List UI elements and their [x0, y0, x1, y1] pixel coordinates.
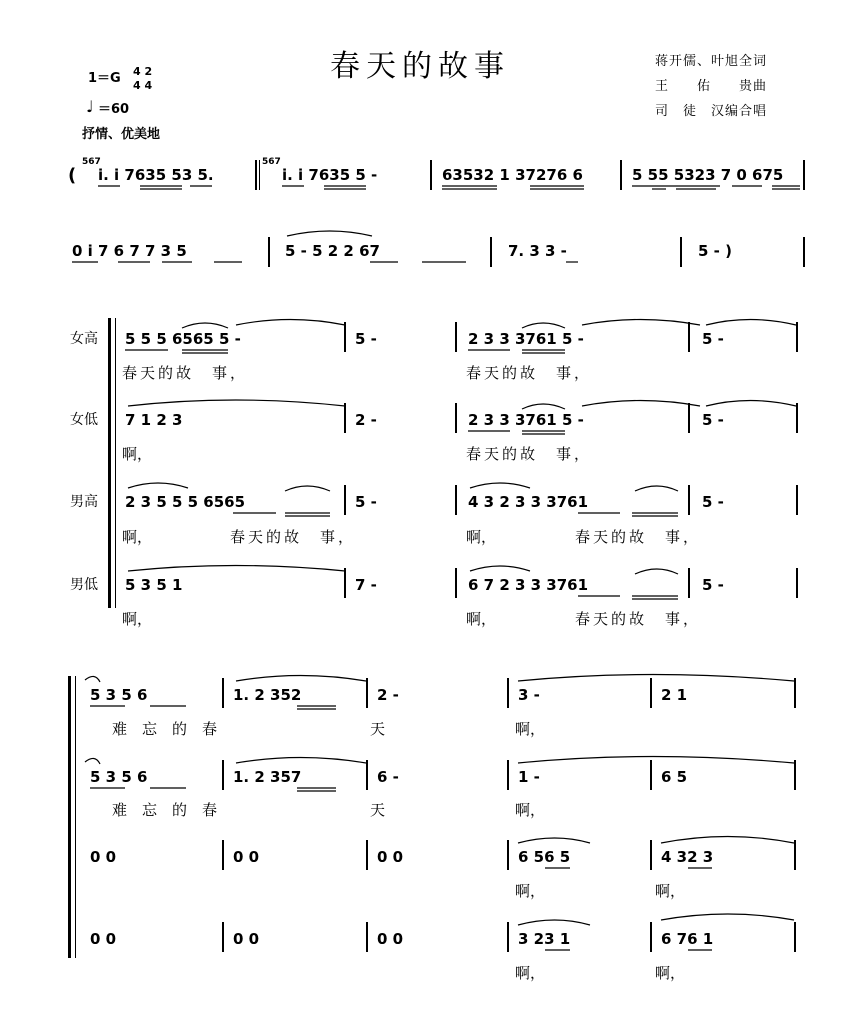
a1-m1: 7 1 2 3 — [125, 411, 183, 429]
intro-m4: 5 55 5323 7 0 675 — [632, 166, 784, 184]
a2-lyric-2: 天 — [370, 801, 386, 819]
b2-m1: 0 0 — [90, 930, 117, 948]
a2-m3: 6 - — [377, 768, 399, 786]
credit-composer: 王 佑 贵曲 — [655, 79, 768, 94]
s1-lyric-1: 春天的故 事， — [122, 364, 249, 382]
s1-lyric-2: 春天的故 事， — [466, 364, 593, 382]
a2-lyric-1: 难 忘 的 春 — [112, 801, 218, 819]
t2-m4: 6 56 5 — [518, 848, 571, 866]
meter-bottom: 4 4 — [133, 79, 153, 92]
open-paren: ( — [68, 165, 77, 186]
intro-m8: 5 - ) — [698, 242, 732, 260]
part-label-alto: 女低 — [70, 412, 98, 428]
grace-notes: 567 — [262, 157, 281, 167]
t2-m5: 4 32 3 — [661, 848, 714, 866]
song-title: 春天的故事 — [330, 49, 510, 84]
t1-m1: 2 3 5 5 5 6565 — [125, 493, 246, 511]
b2-m2: 0 0 — [233, 930, 260, 948]
s2-m3: 2 - — [377, 686, 399, 704]
s2-m5: 2 1 — [661, 686, 688, 704]
quarter-note-icon: ♩ — [86, 97, 94, 116]
b2-lyric-2: 啊， — [655, 964, 686, 982]
t1-lyric-2: 春天的故 事， — [230, 528, 357, 546]
b2-m4: 3 23 1 — [518, 930, 571, 948]
intro-m5: 0 i 7 6 7 7 3 5 — [72, 242, 187, 260]
intro-m2: i. i 7635 5 - — [282, 166, 378, 184]
t1-lyric-1: 啊， — [122, 528, 153, 546]
a2-m5: 6 5 — [661, 768, 688, 786]
credit-lyricist: 蒋开儒、叶旭全词 — [655, 54, 768, 69]
t2-m2: 0 0 — [233, 848, 260, 866]
b2-m5: 6 76 1 — [661, 930, 714, 948]
intro-m7: 7. 3 3 - — [508, 242, 567, 260]
t1-lyric-3: 啊， — [466, 528, 497, 546]
b1-m4: 5 - — [702, 576, 724, 594]
s2-m1: 5 3 5 6 — [90, 686, 148, 704]
intro-m3: 63532 1 37276 6 — [442, 166, 583, 184]
credit-arranger: 司 徒 汉编合唱 — [655, 104, 768, 119]
b1-lyric-1: 啊， — [122, 610, 153, 628]
s2-lyric-2: 天 — [370, 720, 386, 738]
t2-m1: 0 0 — [90, 848, 117, 866]
s2-lyric-3: 啊， — [515, 720, 546, 738]
intro-m6: 5 - 5 2 2 67 — [285, 242, 380, 260]
intro-m1: i. i 7635 53 5. — [98, 166, 214, 184]
tempo-marking: ＝60 — [98, 102, 130, 117]
t1-m3: 4 3 2 3 3 3761 — [468, 493, 589, 511]
a1-m2: 2 - — [355, 411, 377, 429]
part-label-tenor: 男高 — [70, 494, 98, 510]
part-label-bass: 男低 — [70, 577, 98, 593]
t2-m3: 0 0 — [377, 848, 404, 866]
meter-top: 4 2 — [133, 65, 153, 78]
a2-m2: 1. 2 357 — [233, 768, 302, 786]
a1-m3: 2 3 3 3761 5 - — [468, 411, 584, 429]
t1-m2: 5 - — [355, 493, 377, 511]
a2-lyric-3: 啊， — [515, 801, 546, 819]
s2-m4: 3 - — [518, 686, 540, 704]
a1-lyric-2: 春天的故 事， — [466, 445, 593, 463]
s1-m2: 5 - — [355, 330, 377, 348]
t1-m4: 5 - — [702, 493, 724, 511]
a2-m4: 1 - — [518, 768, 540, 786]
b1-m3: 6 7 2 3 3 3761 — [468, 576, 589, 594]
s1-m1: 5 5 5 6565 5 - — [125, 330, 241, 348]
b1-lyric-2: 啊， — [466, 610, 497, 628]
t1-lyric-4: 春天的故 事， — [575, 528, 702, 546]
key-signature: 1＝G — [88, 71, 121, 86]
b1-m1: 5 3 5 1 — [125, 576, 183, 594]
grace-notes: 567 — [82, 157, 101, 167]
b2-lyric-1: 啊， — [515, 964, 546, 982]
a1-lyric-1: 啊， — [122, 445, 153, 463]
a2-m1: 5 3 5 6 — [90, 768, 148, 786]
t2-lyric-2: 啊， — [655, 882, 686, 900]
b2-m3: 0 0 — [377, 930, 404, 948]
b1-lyric-3: 春天的故 事， — [575, 610, 702, 628]
part-label-soprano: 女高 — [70, 331, 98, 347]
s1-m3: 2 3 3 3761 5 - — [468, 330, 584, 348]
a1-m4: 5 - — [702, 411, 724, 429]
expression-marking: 抒情、优美地 — [82, 127, 161, 142]
s1-m4: 5 - — [702, 330, 724, 348]
b1-m2: 7 - — [355, 576, 377, 594]
s2-lyric-1: 难 忘 的 春 — [112, 720, 218, 738]
t2-lyric-1: 啊， — [515, 882, 546, 900]
s2-m2: 1. 2 352 — [233, 686, 302, 704]
